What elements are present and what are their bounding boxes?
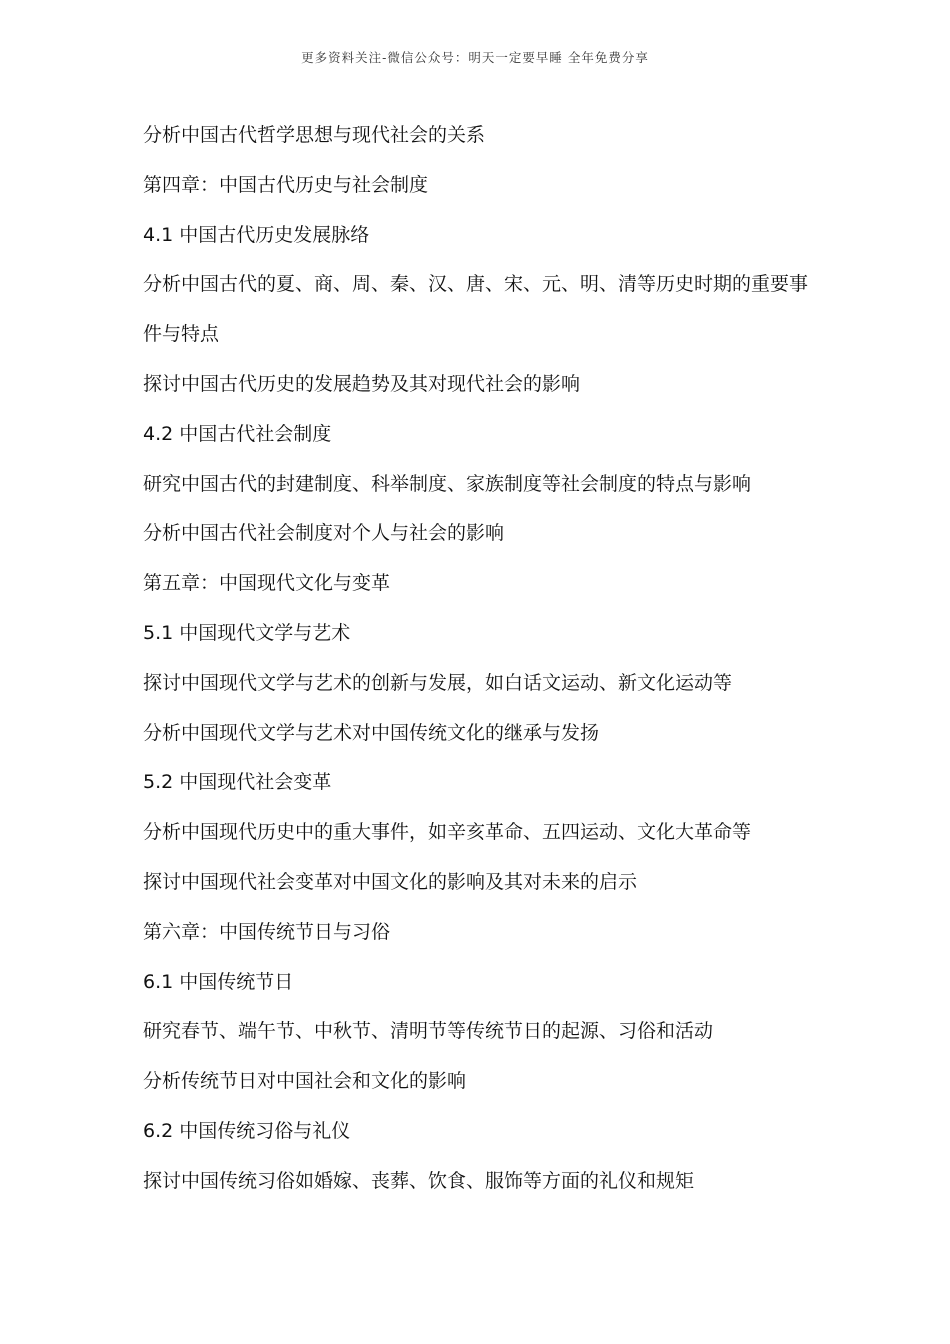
body-line: 探讨中国传统习俗如婚嫁、丧葬、饮食、服饰等方面的礼仪和规矩 [143,1169,695,1192]
body-line: 研究中国古代的封建制度、科举制度、家族制度等社会制度的特点与影响 [143,472,752,495]
section-heading: 5.1 中国现代文学与艺术 [143,621,351,644]
body-line: 件与特点 [143,323,220,346]
chapter-heading: 第五章：中国现代文化与变革 [143,572,391,595]
body-line: 分析中国古代哲学思想与现代社会的关系 [143,124,486,146]
body-line: 分析中国古代的夏、商、周、秦、汉、唐、宋、元、明、清等历史时期的重要事 [143,273,809,296]
body-line: 分析传统节日对中国社会和文化的影响 [143,1070,467,1093]
body-line: 探讨中国现代社会变革对中国文化的影响及其对未来的启示 [143,870,638,893]
body-line: 分析中国古代社会制度对个人与社会的影响 [143,522,505,545]
document-body [143,118,843,1214]
section-heading: 4.2 中国古代社会制度 [143,422,332,445]
section-heading: 5.2 中国现代社会变革 [143,771,332,794]
section-heading: 4.1 中国古代历史发展脉络 [143,223,370,246]
page-header: 更多资料关注-微信公众号：明天一定要早睡 全年免费分享 [301,50,649,65]
chapter-heading: 第四章：中国古代历史与社会制度 [143,173,429,196]
chapter-heading: 第六章：中国传统节日与习俗 [143,920,391,943]
section-heading: 6.1 中国传统节日 [143,970,294,993]
body-line: 分析中国现代文学与艺术对中国传统文化的继承与发扬 [143,721,600,744]
body-line: 探讨中国现代文学与艺术的创新与发展，如白话文运动、新文化运动等 [143,671,733,694]
body-line: 探讨中国古代历史的发展趋势及其对现代社会的影响 [143,372,581,395]
section-heading: 6.2 中国传统习俗与礼仪 [143,1119,351,1142]
body-line: 分析中国现代历史中的重大事件，如辛亥革命、五四运动、文化大革命等 [143,821,752,844]
body-line: 研究春节、端午节、中秋节、清明节等传统节日的起源、习俗和活动 [143,1020,714,1043]
